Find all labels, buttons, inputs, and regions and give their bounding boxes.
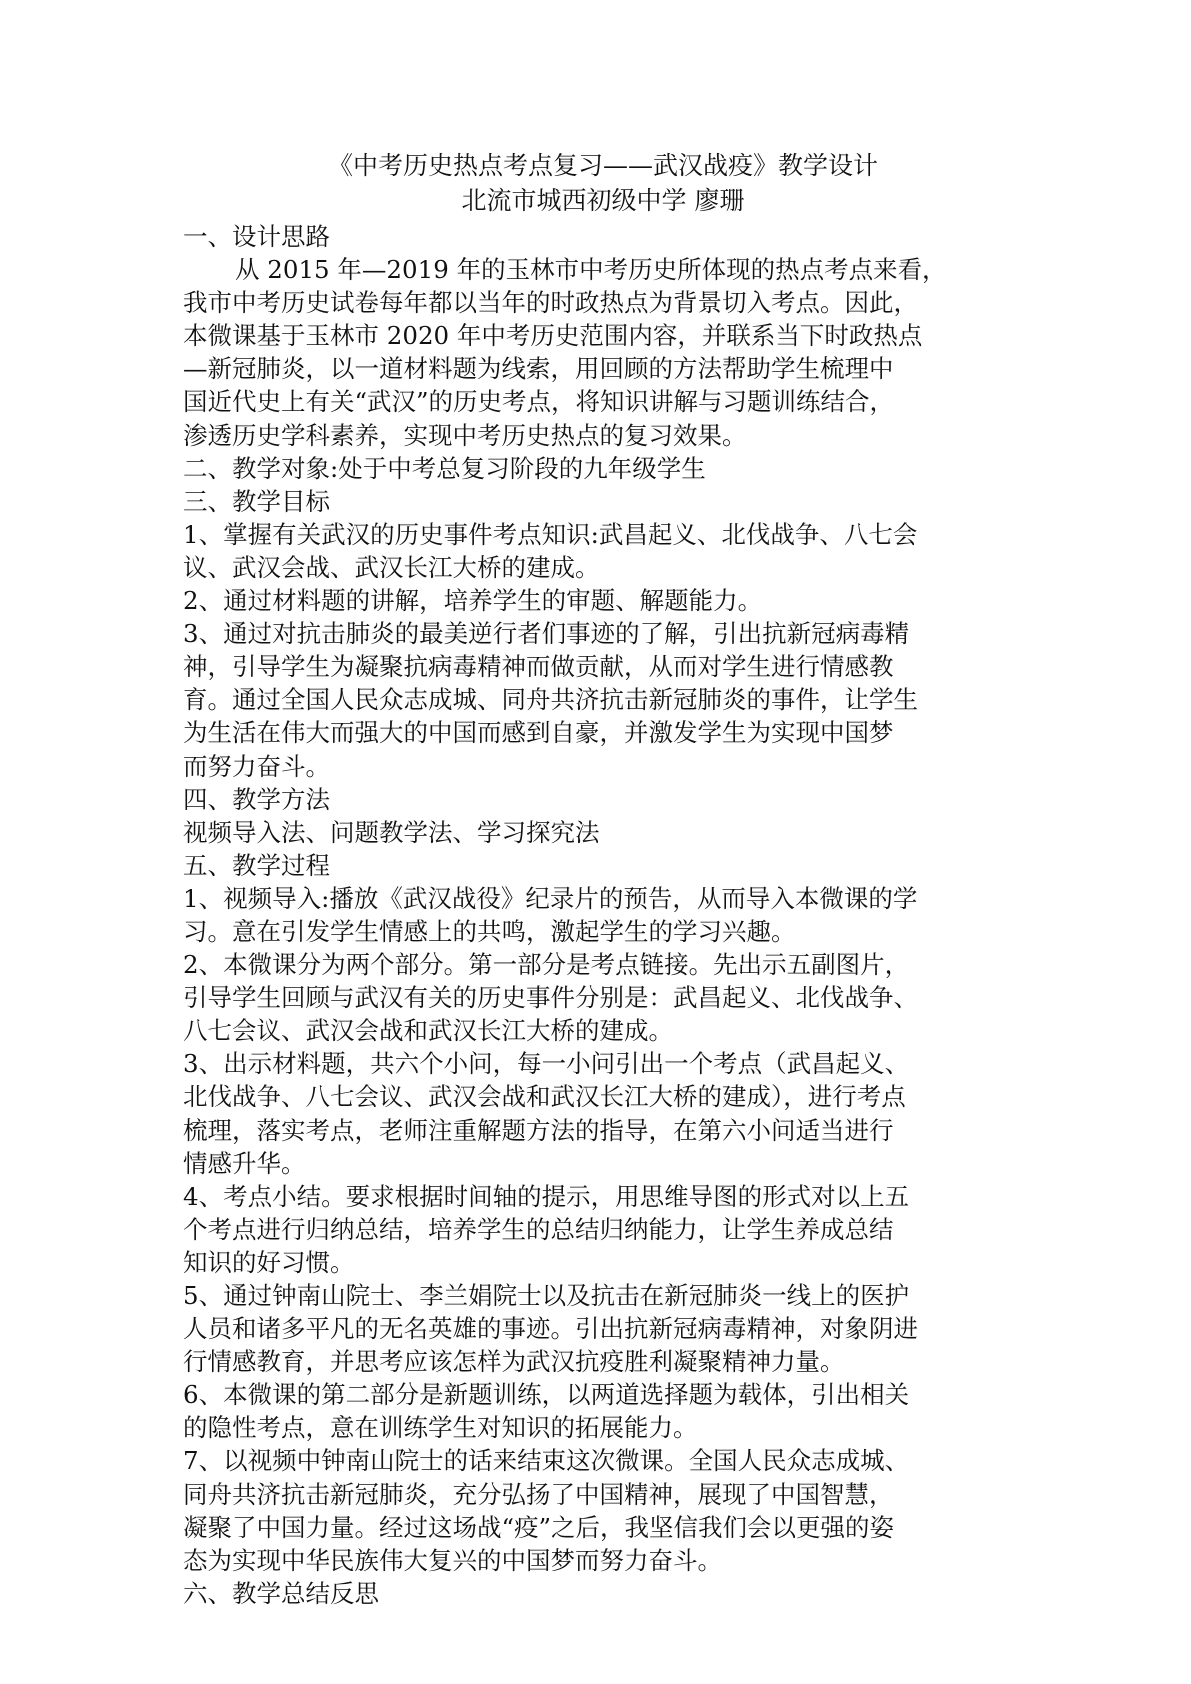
text-line: 3、通过对抗击肺炎的最美逆行者们事迹的了解，引出抗新冠病毒精 bbox=[183, 619, 910, 649]
document-page bbox=[183, 148, 1023, 1610]
text-line: 视频导入法、问题教学法、学习探究法 bbox=[183, 817, 600, 847]
text-line: 八七会议、武汉会战和武汉长江大桥的建成。 bbox=[183, 1016, 673, 1046]
text-line: 6、本微课的第二部分是新题训练，以两道选择题为载体，引出相关 bbox=[183, 1380, 910, 1410]
text-line: 国近代史上有关“武汉”的历史考点，将知识讲解与习题训练结合， bbox=[183, 387, 895, 417]
text-line: 2、本微课分为两个部分。第一部分是考点链接。先出示五副图片， bbox=[183, 950, 910, 980]
text-line: 六、教学总结反思 bbox=[183, 1578, 379, 1608]
text-line: 渗透历史学科素养，实现中考历史热点的复习效果。 bbox=[183, 420, 747, 450]
text-line: 态为实现中华民族伟大复兴的中国梦而努力奋斗。 bbox=[183, 1545, 722, 1575]
text-line: 2、通过材料题的讲解，培养学生的审题、解题能力。 bbox=[183, 586, 763, 616]
text-line: 二、教学对象:处于中考总复习阶段的九年级学生 bbox=[183, 453, 706, 483]
text-line: 7、以视频中钟南山院士的话来结束这次微课。全国人民众志成城、 bbox=[183, 1446, 910, 1476]
text-line: 本微课基于玉林市 2020 年中考历史范围内容，并联系当下时政热点 bbox=[183, 321, 923, 351]
text-line: 议、武汉会战、武汉长江大桥的建成。 bbox=[183, 552, 600, 582]
text-line: 人员和诸多平凡的无名英雄的事迹。引出抗新冠病毒精神，对象阴进 bbox=[183, 1314, 918, 1344]
text-line: 5、通过钟南山院士、李兰娟院士以及抗击在新冠肺炎一线上的医护 bbox=[183, 1281, 910, 1310]
text-line: 神，引导学生为凝聚抗病毒精神而做贡献，从而对学生进行情感教 bbox=[183, 652, 894, 682]
document-title: 《中考历史热点考点复习——武汉战疫》教学设计 bbox=[327, 151, 878, 180]
text-line: 五、教学过程 bbox=[183, 850, 330, 880]
document-body bbox=[183, 220, 1023, 1610]
text-line: 1、视频导入:播放《武汉战役》纪录片的预告，从而导入本微课的学 bbox=[183, 883, 918, 913]
text-line: 4、考点小结。要求根据时间轴的提示，用思维导图的形式对以上五 bbox=[183, 1181, 910, 1211]
text-line: 从 2015 年—2019 年的玉林市中考历史所体现的热点考点来看， bbox=[235, 255, 947, 285]
text-line: 梳理，落实考点，老师注重解题方法的指导，在第六小问适当进行 bbox=[183, 1115, 894, 1145]
text-line: 我市中考历史试卷每年都以当年的时政热点为背景切入考点。因此， bbox=[183, 288, 918, 318]
text-line: 而努力奋斗。 bbox=[183, 751, 330, 781]
text-line: 四、教学方法 bbox=[183, 784, 330, 814]
text-line: 情感升华。 bbox=[183, 1148, 306, 1178]
text-line: 的隐性考点，意在训练学生对知识的拓展能力。 bbox=[183, 1413, 698, 1443]
text-line: 为生活在伟大而强大的中国而感到自豪，并激发学生为实现中国梦 bbox=[183, 718, 894, 748]
text-line: 习。意在引发学生情感上的共鸣，激起学生的学习兴趣。 bbox=[183, 916, 796, 946]
text-line: 同舟共济抗击新冠肺炎，充分弘扬了中国精神，展现了中国智慧， bbox=[183, 1479, 894, 1509]
text-line: 一、设计思路 bbox=[183, 222, 330, 251]
text-line: 行情感教育，并思考应该怎样为武汉抗疫胜利凝聚精神力量。 bbox=[183, 1347, 845, 1377]
text-line: 凝聚了中国力量。经过这场战“疫”之后，我坚信我们会以更强的姿 bbox=[183, 1512, 895, 1542]
text-line: 三、教学目标 bbox=[183, 486, 330, 516]
text-line: —新冠肺炎，以一道材料题为线索，用回顾的方法帮助学生梳理中 bbox=[183, 354, 894, 384]
text-line: 知识的好习惯。 bbox=[183, 1247, 355, 1277]
text-line: 1、掌握有关武汉的历史事件考点知识:武昌起义、北伐战争、八七会 bbox=[183, 519, 918, 549]
text-line: 3、出示材料题，共六个小问，每一小问引出一个考点（武昌起义、 bbox=[183, 1049, 910, 1079]
text-line: 北伐战争、八七会议、武汉会战和武汉长江大桥的建成），进行考点 bbox=[183, 1082, 906, 1112]
text-line: 引导学生回顾与武汉有关的历史事件分别是：武昌起义、北伐战争、 bbox=[183, 983, 918, 1013]
document-author: 北流市城西初级中学 廖珊 bbox=[461, 186, 745, 215]
text-line: 个考点进行归纳总结，培养学生的总结归纳能力，让学生养成总结 bbox=[183, 1214, 894, 1244]
text-line: 育。通过全国人民众志成城、同舟共济抗击新冠肺炎的事件，让学生 bbox=[183, 685, 918, 715]
